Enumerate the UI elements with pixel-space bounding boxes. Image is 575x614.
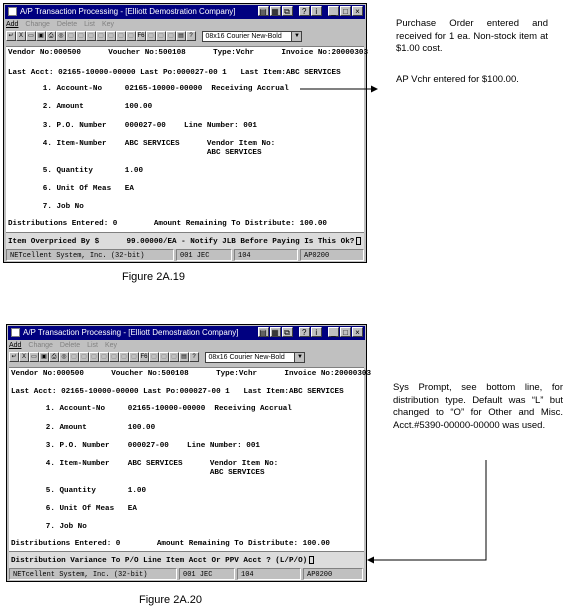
tool-icon[interactable]: ▢ — [79, 352, 89, 362]
field-item-number[interactable]: 4. Item-Number ABC SERVICES Vendor Item No: — [20, 140, 276, 148]
status-code: 104 — [237, 568, 301, 580]
menu-list[interactable]: List — [87, 342, 98, 349]
tool-icon[interactable]: ▢ — [106, 31, 116, 41]
menu-key[interactable]: Key — [101, 21, 115, 28]
f6-button[interactable]: F6 — [137, 33, 145, 39]
help-icon[interactable]: ? — [299, 327, 310, 337]
field-po-number[interactable]: 3. P.O. Number 000027-00 Line Number: 001 — [20, 122, 257, 130]
page-icon[interactable]: ▭ — [26, 31, 36, 41]
menu-key[interactable]: Key — [104, 342, 118, 349]
help-icon[interactable]: ? — [299, 6, 310, 16]
tool-icon[interactable]: ▢ — [89, 352, 99, 362]
field-account-no[interactable]: 1. Account-No 02165-10000-00000 Receiving Accrual — [23, 405, 292, 413]
tool-icon[interactable]: ▦ — [271, 328, 279, 337]
tool-icon[interactable]: ⧉ — [282, 327, 293, 337]
distributions-line: Distributions Entered: 0 Amount Remaining To Distribute: 100.00 — [11, 540, 330, 548]
status-company: NETcellent System, Inc. (32-bit) — [9, 568, 177, 580]
tool-icon[interactable]: ▢ — [129, 352, 139, 362]
tool-icon[interactable]: ▢ — [109, 352, 119, 362]
tool-icon[interactable]: ▢ — [116, 31, 126, 41]
field-amount[interactable]: 2. Amount 100.00 — [23, 424, 156, 432]
enter-icon[interactable]: ↵ — [9, 352, 19, 362]
maximize-icon[interactable]: □ — [340, 327, 351, 337]
field-quantity[interactable]: 5. Quantity 1.00 — [23, 487, 147, 495]
help-icon[interactable]: ? — [189, 352, 199, 362]
minimize-icon[interactable]: _ — [328, 327, 339, 337]
figure-caption-2: Figure 2A.20 — [139, 594, 202, 606]
close-icon[interactable]: × — [352, 327, 363, 337]
field-job-no[interactable]: 7. Job No — [23, 523, 87, 531]
tool-icon[interactable]: ▢ — [99, 352, 109, 362]
calc-icon[interactable]: ▤ — [176, 31, 186, 41]
tool-icon[interactable]: ▢ — [96, 31, 106, 41]
field-unit-of-meas[interactable]: 6. Unit Of Meas EA — [23, 505, 137, 513]
print-icon[interactable]: ⎙ — [46, 31, 56, 41]
tool-icon[interactable]: ▤ — [259, 7, 267, 16]
info-icon[interactable]: i — [311, 6, 322, 16]
window-1-title: A/P Transaction Processing - [Elliott Demostration Company] — [20, 7, 236, 16]
menu-add[interactable]: Add — [9, 342, 22, 349]
tool-icon[interactable]: ▤ — [259, 328, 267, 337]
figure-caption-1: Figure 2A.19 — [122, 271, 185, 283]
header-line: Vendor No:000500 Voucher No:500108 Type:Vchr Invoice No:20000303 — [8, 49, 369, 57]
menu-change[interactable]: Change — [28, 342, 53, 349]
tool-icon[interactable]: ▢ — [66, 31, 76, 41]
copy-icon[interactable]: ▣ — [39, 352, 49, 362]
menu-delete[interactable]: Delete — [59, 342, 81, 349]
field-unit-of-meas[interactable]: 6. Unit Of Meas EA — [20, 185, 134, 193]
tool-icon[interactable]: ⧉ — [282, 6, 293, 16]
menu-delete[interactable]: Delete — [56, 21, 78, 28]
tool-icon[interactable]: ▦ — [271, 7, 279, 16]
prompt-text: Distribution Variance To P/O Line Item Acct Or PPV Acct ? (L/P/O) — [11, 557, 308, 565]
print-icon[interactable]: ⎙ — [49, 352, 59, 362]
minimize-icon[interactable]: _ — [328, 6, 339, 16]
note-ap-vchr: AP Vchr entered for $100.00. — [396, 74, 519, 85]
tool-icon[interactable]: ▢ — [119, 352, 129, 362]
calc-icon[interactable]: ▤ — [179, 352, 189, 362]
field-quantity[interactable]: 5. Quantity 1.00 — [20, 167, 144, 175]
tool-icon[interactable]: ▢ — [126, 31, 136, 41]
tool-icon[interactable]: ▢ — [156, 31, 166, 41]
vendor-item-no: ABC SERVICES — [23, 469, 265, 477]
last-acct-line: Last Acct: 02165-10000-00000 Last Po:000027-00 1 Last Item:ABC SERVICES — [8, 69, 341, 77]
tool-icon[interactable]: ▢ — [149, 352, 159, 362]
field-item-number[interactable]: 4. Item-Number ABC SERVICES Vendor Item No: — [23, 460, 279, 468]
close-icon[interactable]: × — [352, 6, 363, 16]
tool-icon[interactable]: ▢ — [146, 31, 156, 41]
find-icon[interactable]: ◎ — [56, 31, 66, 41]
info-icon[interactable]: i — [311, 327, 322, 337]
tool-icon[interactable]: ▢ — [76, 31, 86, 41]
arrow-to-prompt — [368, 460, 486, 560]
f6-button[interactable]: F6 — [140, 354, 148, 360]
status-user: 001 JEC — [179, 568, 235, 580]
header-line: Vendor No:000500 Voucher No:500108 Type:Vchr Invoice No:20000303 — [11, 370, 372, 378]
enter-icon[interactable]: ↵ — [6, 31, 16, 41]
copy-icon[interactable]: ▣ — [36, 31, 46, 41]
page-icon[interactable]: ▭ — [29, 352, 39, 362]
cancel-icon[interactable]: X — [16, 31, 26, 41]
field-amount[interactable]: 2. Amount 100.00 — [20, 103, 153, 111]
status-user: 001 JEC — [176, 249, 232, 261]
field-po-number[interactable]: 3. P.O. Number 000027-00 Line Number: 001 — [23, 442, 260, 450]
window-2-title: A/P Transaction Processing - [Elliott Demostration Company] — [23, 328, 239, 337]
status-company: NETcellent System, Inc. (32-bit) — [6, 249, 174, 261]
prompt-text: Item Overpriced By $ 99.00000/EA - Notify JLB Before Paying Is This Ok? — [8, 238, 355, 246]
distributions-line: Distributions Entered: 0 Amount Remaining To Distribute: 100.00 — [8, 220, 327, 228]
menu-add[interactable]: Add — [6, 21, 19, 28]
note-sys-prompt: Sys Prompt, see bottom line, for distribution type. Default was “L” but changed to “O” for Other and Misc. Acct.#5390-00000-00000 was used. — [393, 382, 563, 431]
chevron-down-icon[interactable]: ▼ — [291, 32, 301, 41]
maximize-icon[interactable]: □ — [340, 6, 351, 16]
tool-icon[interactable]: ▢ — [86, 31, 96, 41]
find-icon[interactable]: ◎ — [59, 352, 69, 362]
field-account-no[interactable]: 1. Account-No 02165-10000-00000 Receiving Accrual — [20, 85, 289, 93]
status-code: 104 — [234, 249, 298, 261]
menu-change[interactable]: Change — [25, 21, 50, 28]
note-po-entered: Purchase Order entered and received for 1 ea. Non-stock item at $1.00 cost. — [396, 18, 548, 54]
font-select-value: 08x16 Courier New-Bold — [205, 33, 282, 40]
tool-icon[interactable]: ▢ — [169, 352, 179, 362]
status-program: AP0200 — [300, 249, 364, 261]
cancel-icon[interactable]: X — [19, 352, 29, 362]
vendor-item-no: ABC SERVICES — [20, 149, 262, 157]
tool-icon[interactable]: ▢ — [69, 352, 79, 362]
chevron-down-icon[interactable]: ▼ — [294, 353, 304, 362]
font-select-value: 08x16 Courier New-Bold — [208, 354, 285, 361]
tool-icon[interactable]: ▢ — [166, 31, 176, 41]
help-icon[interactable]: ? — [186, 31, 196, 41]
status-program: AP0200 — [303, 568, 363, 580]
field-job-no[interactable]: 7. Job No — [20, 203, 84, 211]
last-acct-line: Last Acct: 02165-10000-00000 Last Po:000027-00 1 Last Item:ABC SERVICES — [11, 388, 344, 396]
menu-list[interactable]: List — [84, 21, 95, 28]
tool-icon[interactable]: ▢ — [159, 352, 169, 362]
